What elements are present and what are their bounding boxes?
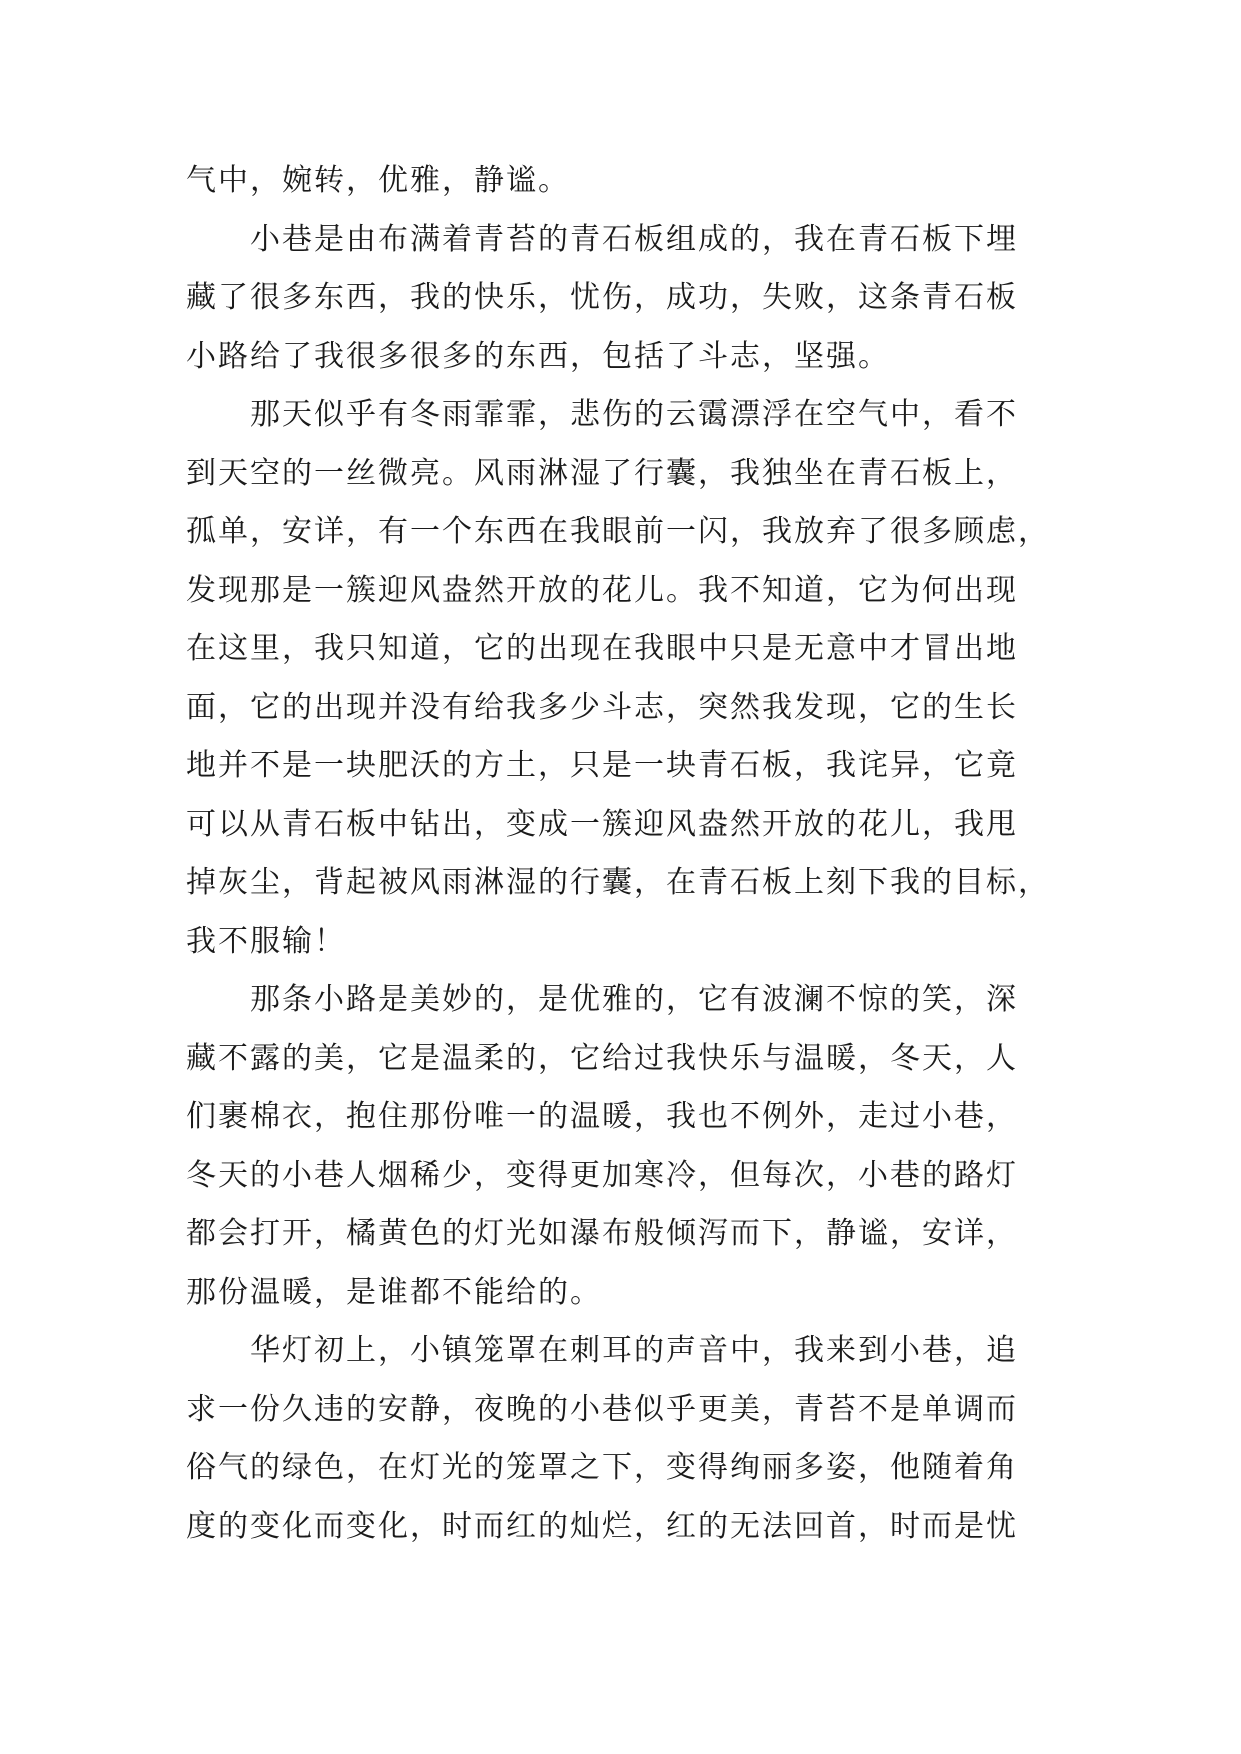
- text-line: 孤单，安详，有一个东西在我眼前一闪，我放弃了很多顾虑，: [186, 514, 1050, 549]
- text-line: 我不服输！: [186, 923, 346, 959]
- text-line: 藏不露的美，它是温柔的，它给过我快乐与温暖，冬天，人: [186, 1040, 1018, 1076]
- text-line: 藏了很多东西，我的快乐，忧伤，成功，失败，这条青石板: [186, 280, 1018, 315]
- text-line: 发现那是一簇迎风盎然开放的花儿。我不知道，它为何出现: [186, 572, 1018, 608]
- text-line: 求一份久违的安静，夜晚的小巷似乎更美，青苔不是单调而: [186, 1391, 1018, 1427]
- text-line: 地并不是一块肥沃的方土，只是一块青石板，我诧异，它竟: [186, 748, 1018, 783]
- text-line: 那份温暖，是谁都不能给的。: [186, 1274, 602, 1310]
- paragraph-start-line: 那天似乎有冬雨霏霏，悲伤的云霭漂浮在空气中，看不: [250, 397, 1018, 432]
- text-line: 们裹棉衣，抱住那份唯一的温暖，我也不例外，走过小巷，: [186, 1099, 1018, 1134]
- text-line: 可以从青石板中钻出，变成一簇迎风盎然开放的花儿，我甩: [186, 806, 1018, 842]
- text-line: 面，它的出现并没有给我多少斗志，突然我发现，它的生长: [186, 689, 1018, 725]
- text-line: 冬天的小巷人烟稀少，变得更加寒冷，但每次，小巷的路灯: [186, 1157, 1018, 1193]
- text-line: 掉灰尘，背起被风雨淋湿的行囊，在青石板上刻下我的目标，: [186, 865, 1050, 900]
- text-line: 度的变化而变化，时而红的灿烂，红的无法回首，时而是忧: [186, 1508, 1018, 1544]
- paragraph-start-line: 那条小路是美妙的，是优雅的，它有波澜不惊的笑，深: [250, 982, 1018, 1017]
- text-line: 小路给了我很多很多的东西，包括了斗志，坚强。: [186, 338, 890, 374]
- text-line: 到天空的一丝微亮。风雨淋湿了行囊，我独坐在青石板上，: [186, 455, 1018, 491]
- text-line: 在这里，我只知道，它的出现在我眼中只是无意中才冒出地: [186, 631, 1018, 666]
- text-line: 俗气的绿色，在灯光的笼罩之下，变得绚丽多姿，他随着角: [186, 1450, 1018, 1485]
- document-body: [186, 152, 1056, 1556]
- text-line: 都会打开，橘黄色的灯光如瀑布般倾泻而下，静谧，安详，: [186, 1216, 1018, 1251]
- paragraph-start-line: 华灯初上，小镇笼罩在刺耳的声音中，我来到小巷，追: [250, 1333, 1018, 1368]
- text-line: 气中，婉转，优雅，静谧。: [186, 163, 570, 198]
- paragraph-start-line: 小巷是由布满着青苔的青石板组成的，我在青石板下埋: [250, 221, 1018, 257]
